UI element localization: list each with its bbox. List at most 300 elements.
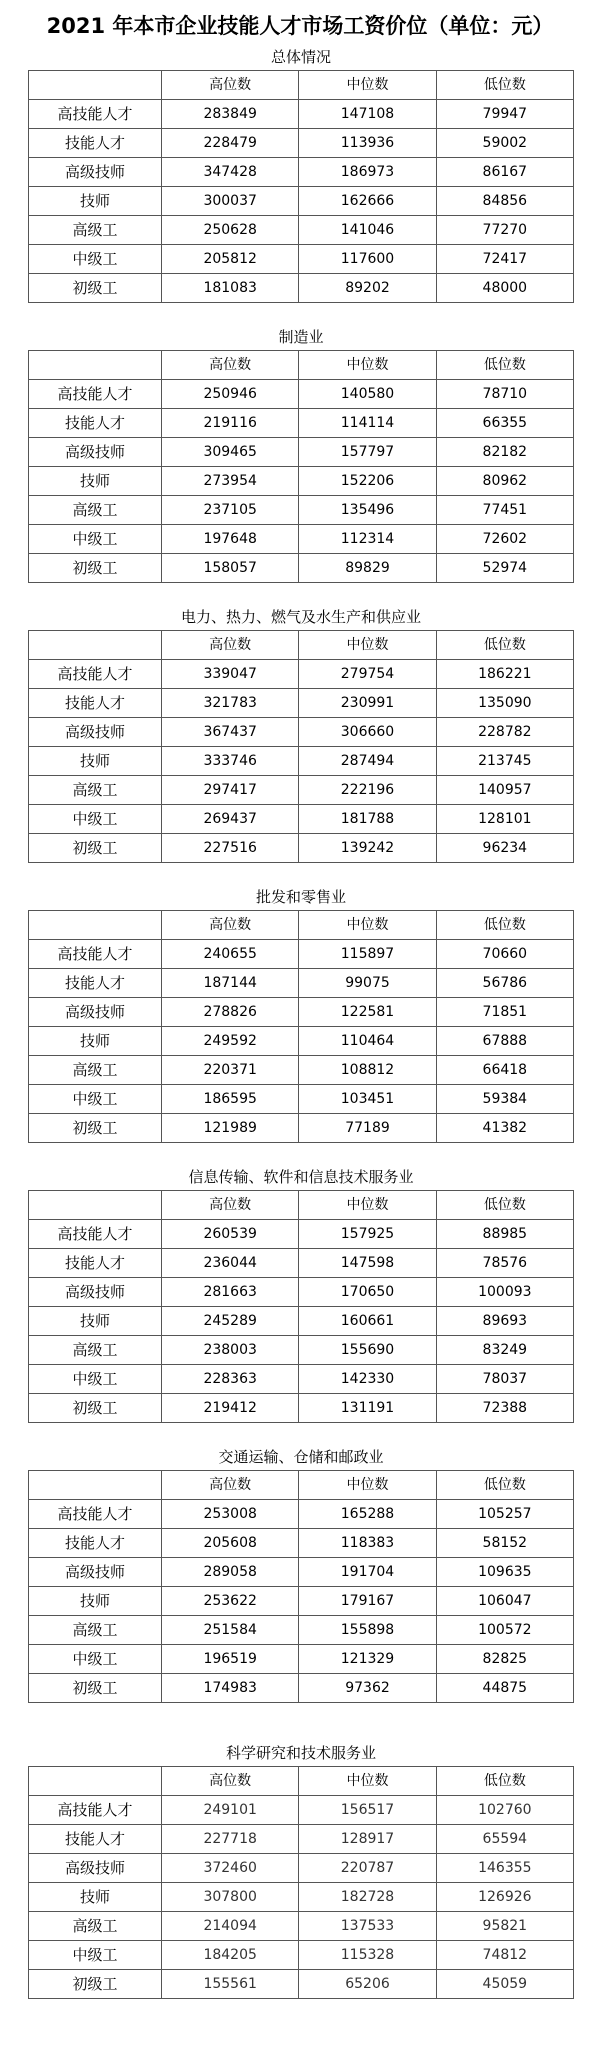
wage-value-cell: 135496 (299, 496, 436, 525)
table-row (29, 1394, 574, 1423)
wage-value-cell: 228363 (162, 1365, 299, 1394)
wage-value-cell: 128917 (299, 1825, 436, 1854)
row-label: 初级工 (29, 274, 162, 303)
wage-value-cell: 71851 (436, 998, 573, 1027)
section-title: 总体情况 (270, 48, 331, 66)
wage-value-cell: 70660 (436, 940, 573, 969)
wage-value-cell: 157797 (299, 438, 436, 467)
wage-value-cell: 126926 (436, 1883, 573, 1912)
wage-value-cell: 155690 (299, 1336, 436, 1365)
wage-section (28, 604, 574, 863)
row-label: 初级工 (29, 554, 162, 583)
row-label: 中级工 (29, 525, 162, 554)
table-row (29, 1941, 574, 1970)
table-header-row (29, 71, 574, 100)
page-title: 2021 年本市企业技能人才市场工资价位（单位：元） (46, 14, 554, 38)
wage-value-cell: 196519 (162, 1645, 299, 1674)
wage-value-cell: 219412 (162, 1394, 299, 1423)
wage-value-cell: 121989 (162, 1114, 299, 1143)
row-label: 技能人才 (29, 689, 162, 718)
wage-value-cell: 86167 (436, 158, 573, 187)
row-label: 高级技师 (29, 1278, 162, 1307)
table-row (29, 1854, 574, 1883)
row-label: 高技能人才 (29, 1796, 162, 1825)
wage-table (28, 1766, 574, 1999)
wage-value-cell: 112314 (299, 525, 436, 554)
table-row (29, 1970, 574, 1999)
table-header-row (29, 1191, 574, 1220)
table-row (29, 158, 574, 187)
table-row (29, 940, 574, 969)
wage-value-cell: 122581 (299, 998, 436, 1027)
wage-value-cell: 96234 (436, 834, 573, 863)
wage-value-cell: 220787 (299, 1854, 436, 1883)
wage-value-cell: 186595 (162, 1085, 299, 1114)
table-row (29, 380, 574, 409)
wage-value-cell: 77270 (436, 216, 573, 245)
wage-value-cell: 279754 (299, 660, 436, 689)
wage-value-cell: 72388 (436, 1394, 573, 1423)
wage-table (28, 70, 574, 303)
table-row (29, 1220, 574, 1249)
row-label: 高级工 (29, 1912, 162, 1941)
row-label: 中级工 (29, 1941, 162, 1970)
table-row (29, 100, 574, 129)
wage-value-cell: 106047 (436, 1587, 573, 1616)
wage-value-cell: 367437 (162, 718, 299, 747)
wage-value-cell: 179167 (299, 1587, 436, 1616)
wage-section (28, 1444, 574, 1703)
wage-value-cell: 249101 (162, 1796, 299, 1825)
column-header: 中位数 (299, 1471, 436, 1500)
wage-value-cell: 307800 (162, 1883, 299, 1912)
wage-value-cell: 141046 (299, 216, 436, 245)
wage-value-cell: 140580 (299, 380, 436, 409)
wage-value-cell: 187144 (162, 969, 299, 998)
column-header: 低位数 (436, 631, 573, 660)
table-row (29, 129, 574, 158)
wage-value-cell: 108812 (299, 1056, 436, 1085)
row-label: 高技能人才 (29, 660, 162, 689)
wage-value-cell: 240655 (162, 940, 299, 969)
wage-value-cell: 72417 (436, 245, 573, 274)
wage-value-cell: 105257 (436, 1500, 573, 1529)
section-title: 科学研究和技术服务业 (225, 1744, 376, 1762)
wage-value-cell: 170650 (299, 1278, 436, 1307)
wage-value-cell: 83249 (436, 1336, 573, 1365)
row-label: 高级工 (29, 216, 162, 245)
table-row (29, 525, 574, 554)
wage-value-cell: 121329 (299, 1645, 436, 1674)
section-title: 电力、热力、燃气及水生产和供应业 (180, 608, 421, 626)
wage-value-cell: 253622 (162, 1587, 299, 1616)
row-label: 技能人才 (29, 969, 162, 998)
header-corner-cell (29, 631, 162, 660)
section-title: 信息传输、软件和信息技术服务业 (188, 1168, 414, 1186)
wage-value-cell: 219116 (162, 409, 299, 438)
header-corner-cell (29, 1471, 162, 1500)
section-title: 交通运输、仓储和邮政业 (218, 1448, 384, 1466)
row-label: 初级工 (29, 1114, 162, 1143)
row-label: 技师 (29, 1307, 162, 1336)
row-label: 高技能人才 (29, 380, 162, 409)
wage-value-cell: 147108 (299, 100, 436, 129)
wage-value-cell: 84856 (436, 187, 573, 216)
table-header-row (29, 1767, 574, 1796)
row-label: 高技能人才 (29, 100, 162, 129)
wage-value-cell: 140957 (436, 776, 573, 805)
table-row (29, 1249, 574, 1278)
wage-value-cell: 260539 (162, 1220, 299, 1249)
wage-value-cell: 181788 (299, 805, 436, 834)
table-row (29, 216, 574, 245)
table-row (29, 554, 574, 583)
section-title: 批发和零售业 (255, 888, 346, 906)
wage-table (28, 630, 574, 863)
wage-value-cell: 113936 (299, 129, 436, 158)
wage-value-cell: 238003 (162, 1336, 299, 1365)
row-label: 高级技师 (29, 1854, 162, 1883)
wage-table (28, 910, 574, 1143)
wage-value-cell: 117600 (299, 245, 436, 274)
wage-table (28, 1190, 574, 1423)
wage-value-cell: 66355 (436, 409, 573, 438)
table-row (29, 1278, 574, 1307)
table-header-row (29, 1471, 574, 1500)
wage-value-cell: 115897 (299, 940, 436, 969)
table-row (29, 1912, 574, 1941)
wage-value-cell: 97362 (299, 1674, 436, 1703)
column-header: 高位数 (162, 71, 299, 100)
table-row (29, 438, 574, 467)
wage-value-cell: 205608 (162, 1529, 299, 1558)
wage-value-cell: 214094 (162, 1912, 299, 1941)
table-row (29, 1307, 574, 1336)
table-row (29, 409, 574, 438)
wage-value-cell: 139242 (299, 834, 436, 863)
wage-value-cell: 287494 (299, 747, 436, 776)
wage-value-cell: 281663 (162, 1278, 299, 1307)
wage-value-cell: 41382 (436, 1114, 573, 1143)
wage-section (28, 1740, 574, 1999)
wage-value-cell: 347428 (162, 158, 299, 187)
table-row (29, 187, 574, 216)
table-row (29, 1645, 574, 1674)
wage-value-cell: 44875 (436, 1674, 573, 1703)
row-label: 高级技师 (29, 718, 162, 747)
table-row (29, 1529, 574, 1558)
column-header: 低位数 (436, 1767, 573, 1796)
wage-value-cell: 250946 (162, 380, 299, 409)
row-label: 高级工 (29, 1056, 162, 1085)
table-row (29, 1085, 574, 1114)
row-label: 中级工 (29, 805, 162, 834)
wage-value-cell: 100572 (436, 1616, 573, 1645)
wage-value-cell: 152206 (299, 467, 436, 496)
wage-value-cell: 157925 (299, 1220, 436, 1249)
wage-value-cell: 273954 (162, 467, 299, 496)
wage-value-cell: 77451 (436, 496, 573, 525)
row-label: 技师 (29, 187, 162, 216)
wage-value-cell: 74812 (436, 1941, 573, 1970)
row-label: 高级工 (29, 776, 162, 805)
wage-value-cell: 56786 (436, 969, 573, 998)
wage-value-cell: 118383 (299, 1529, 436, 1558)
column-header: 低位数 (436, 71, 573, 100)
wage-value-cell: 77189 (299, 1114, 436, 1143)
wage-value-cell: 213745 (436, 747, 573, 776)
wage-value-cell: 146355 (436, 1854, 573, 1883)
wage-value-cell: 245289 (162, 1307, 299, 1336)
table-row (29, 1365, 574, 1394)
row-label: 初级工 (29, 1674, 162, 1703)
table-row (29, 1027, 574, 1056)
column-header: 中位数 (299, 911, 436, 940)
wage-value-cell: 102760 (436, 1796, 573, 1825)
wage-value-cell: 67888 (436, 1027, 573, 1056)
wage-value-cell: 158057 (162, 554, 299, 583)
table-row (29, 660, 574, 689)
row-label: 中级工 (29, 245, 162, 274)
wage-value-cell: 82182 (436, 438, 573, 467)
wage-value-cell: 250628 (162, 216, 299, 245)
wage-value-cell: 230991 (299, 689, 436, 718)
wage-value-cell: 162666 (299, 187, 436, 216)
wage-value-cell: 205812 (162, 245, 299, 274)
wage-value-cell: 269437 (162, 805, 299, 834)
column-header: 高位数 (162, 631, 299, 660)
table-row (29, 1336, 574, 1365)
wage-value-cell: 321783 (162, 689, 299, 718)
wage-value-cell: 186973 (299, 158, 436, 187)
wage-value-cell: 309465 (162, 438, 299, 467)
wage-value-cell: 80962 (436, 467, 573, 496)
wage-value-cell: 103451 (299, 1085, 436, 1114)
wage-value-cell: 306660 (299, 718, 436, 747)
wage-value-cell: 251584 (162, 1616, 299, 1645)
wage-value-cell: 114114 (299, 409, 436, 438)
table-row (29, 1558, 574, 1587)
wage-value-cell: 58152 (436, 1529, 573, 1558)
column-header: 高位数 (162, 1191, 299, 1220)
row-label: 高级工 (29, 496, 162, 525)
row-label: 中级工 (29, 1085, 162, 1114)
wage-value-cell: 59002 (436, 129, 573, 158)
wage-value-cell: 59384 (436, 1085, 573, 1114)
row-label: 高级工 (29, 1336, 162, 1365)
wage-value-cell: 89202 (299, 274, 436, 303)
column-header: 低位数 (436, 911, 573, 940)
row-label: 高级技师 (29, 998, 162, 1027)
wage-value-cell: 115328 (299, 1941, 436, 1970)
column-header: 中位数 (299, 631, 436, 660)
wage-value-cell: 249592 (162, 1027, 299, 1056)
wage-value-cell: 283849 (162, 100, 299, 129)
wage-value-cell: 228782 (436, 718, 573, 747)
wage-value-cell: 65594 (436, 1825, 573, 1854)
wage-value-cell: 186221 (436, 660, 573, 689)
row-label: 初级工 (29, 1970, 162, 1999)
column-header: 中位数 (299, 351, 436, 380)
wage-value-cell: 372460 (162, 1854, 299, 1883)
table-row (29, 1883, 574, 1912)
wage-value-cell: 99075 (299, 969, 436, 998)
wage-value-cell: 155898 (299, 1616, 436, 1645)
row-label: 技能人才 (29, 1249, 162, 1278)
table-row (29, 1114, 574, 1143)
row-label: 高技能人才 (29, 940, 162, 969)
wage-value-cell: 184205 (162, 1941, 299, 1970)
wage-value-cell: 181083 (162, 274, 299, 303)
wage-value-cell: 174983 (162, 1674, 299, 1703)
row-label: 高技能人才 (29, 1500, 162, 1529)
wage-value-cell: 88985 (436, 1220, 573, 1249)
wage-value-cell: 89829 (299, 554, 436, 583)
wage-section (28, 1164, 574, 1423)
wage-value-cell: 45059 (436, 1970, 573, 1999)
wage-value-cell: 66418 (436, 1056, 573, 1085)
row-label: 高级技师 (29, 438, 162, 467)
row-label: 高级工 (29, 1616, 162, 1645)
wage-value-cell: 79947 (436, 100, 573, 129)
wage-value-cell: 165288 (299, 1500, 436, 1529)
wage-value-cell: 236044 (162, 1249, 299, 1278)
table-row (29, 496, 574, 525)
wage-value-cell: 182728 (299, 1883, 436, 1912)
wage-value-cell: 228479 (162, 129, 299, 158)
column-header: 中位数 (299, 71, 436, 100)
column-header: 低位数 (436, 1471, 573, 1500)
row-label: 技师 (29, 1883, 162, 1912)
table-row (29, 245, 574, 274)
wage-value-cell: 48000 (436, 274, 573, 303)
section-title: 制造业 (278, 328, 324, 346)
wage-value-cell: 78576 (436, 1249, 573, 1278)
table-header-row (29, 911, 574, 940)
row-label: 高级技师 (29, 1558, 162, 1587)
column-header: 高位数 (162, 1767, 299, 1796)
table-row (29, 776, 574, 805)
wage-value-cell: 142330 (299, 1365, 436, 1394)
wage-value-cell: 333746 (162, 747, 299, 776)
header-corner-cell (29, 1767, 162, 1796)
column-header: 低位数 (436, 351, 573, 380)
wage-value-cell: 289058 (162, 1558, 299, 1587)
table-row (29, 1825, 574, 1854)
wage-value-cell: 65206 (299, 1970, 436, 1999)
wage-value-cell: 72602 (436, 525, 573, 554)
wage-value-cell: 147598 (299, 1249, 436, 1278)
row-label: 技师 (29, 747, 162, 776)
header-corner-cell (29, 1191, 162, 1220)
row-label: 初级工 (29, 834, 162, 863)
wage-value-cell: 110464 (299, 1027, 436, 1056)
row-label: 技师 (29, 1587, 162, 1616)
wage-value-cell: 128101 (436, 805, 573, 834)
table-row (29, 1587, 574, 1616)
table-row (29, 1674, 574, 1703)
table-row (29, 834, 574, 863)
column-header: 中位数 (299, 1767, 436, 1796)
row-label: 中级工 (29, 1365, 162, 1394)
column-header: 高位数 (162, 911, 299, 940)
wage-section (28, 324, 574, 583)
row-label: 初级工 (29, 1394, 162, 1423)
wage-value-cell: 78037 (436, 1365, 573, 1394)
table-row (29, 1500, 574, 1529)
wage-value-cell: 135090 (436, 689, 573, 718)
wage-value-cell: 297417 (162, 776, 299, 805)
wage-table (28, 1470, 574, 1703)
row-label: 高技能人才 (29, 1220, 162, 1249)
row-label: 技能人才 (29, 1529, 162, 1558)
table-row (29, 689, 574, 718)
column-header: 高位数 (162, 351, 299, 380)
table-row (29, 747, 574, 776)
table-row (29, 805, 574, 834)
wage-value-cell: 131191 (299, 1394, 436, 1423)
wage-value-cell: 156517 (299, 1796, 436, 1825)
row-label: 技能人才 (29, 1825, 162, 1854)
wage-value-cell: 197648 (162, 525, 299, 554)
header-corner-cell (29, 71, 162, 100)
table-row (29, 1796, 574, 1825)
row-label: 技师 (29, 1027, 162, 1056)
wage-value-cell: 227718 (162, 1825, 299, 1854)
table-row (29, 718, 574, 747)
wage-value-cell: 253008 (162, 1500, 299, 1529)
wage-value-cell: 52974 (436, 554, 573, 583)
wage-value-cell: 82825 (436, 1645, 573, 1674)
wage-value-cell: 227516 (162, 834, 299, 863)
wage-value-cell: 137533 (299, 1912, 436, 1941)
wage-value-cell: 89693 (436, 1307, 573, 1336)
table-row (29, 467, 574, 496)
wage-section (28, 44, 574, 303)
wage-value-cell: 191704 (299, 1558, 436, 1587)
table-header-row (29, 631, 574, 660)
header-corner-cell (29, 911, 162, 940)
wage-value-cell: 160661 (299, 1307, 436, 1336)
wage-value-cell: 95821 (436, 1912, 573, 1941)
row-label: 技师 (29, 467, 162, 496)
wage-value-cell: 78710 (436, 380, 573, 409)
wage-value-cell: 109635 (436, 1558, 573, 1587)
row-label: 技能人才 (29, 409, 162, 438)
wage-table (28, 350, 574, 583)
wage-value-cell: 155561 (162, 1970, 299, 1999)
column-header: 高位数 (162, 1471, 299, 1500)
wage-value-cell: 100093 (436, 1278, 573, 1307)
wage-section (28, 884, 574, 1143)
column-header: 中位数 (299, 1191, 436, 1220)
row-label: 技能人才 (29, 129, 162, 158)
wage-value-cell: 222196 (299, 776, 436, 805)
wage-value-cell: 278826 (162, 998, 299, 1027)
table-row (29, 1056, 574, 1085)
wage-value-cell: 220371 (162, 1056, 299, 1085)
header-corner-cell (29, 351, 162, 380)
table-row (29, 998, 574, 1027)
wage-value-cell: 339047 (162, 660, 299, 689)
row-label: 高级技师 (29, 158, 162, 187)
table-row (29, 1616, 574, 1645)
table-row (29, 969, 574, 998)
column-header: 低位数 (436, 1191, 573, 1220)
row-label: 中级工 (29, 1645, 162, 1674)
wage-value-cell: 300037 (162, 187, 299, 216)
table-row (29, 274, 574, 303)
